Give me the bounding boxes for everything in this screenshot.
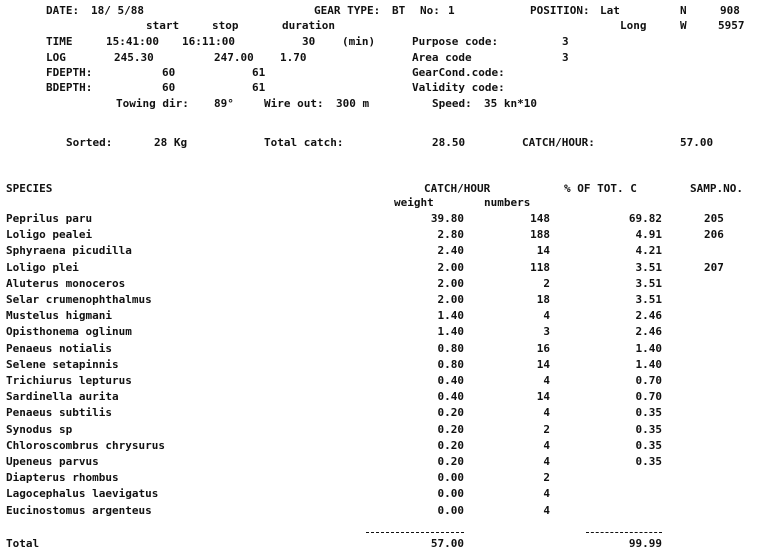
date-label: DATE: [46, 4, 80, 17]
pct-value: 3.51 [635, 293, 662, 306]
numbers-value: 2 [543, 423, 550, 436]
no-value: 1 [448, 4, 455, 17]
time-label: TIME [46, 35, 73, 48]
sorted-label: Sorted: [66, 136, 113, 149]
numbers-value: 2 [543, 471, 550, 484]
pct-value: 3.51 [635, 277, 662, 290]
species-name: Selene setapinnis [6, 358, 119, 371]
pct-value: 1.40 [635, 358, 662, 371]
species-name: Peprilus paru [6, 212, 93, 225]
species-name: Aluterus monoceros [6, 277, 126, 290]
speed-label: Speed: [432, 97, 472, 110]
weight-value: 39.80 [430, 212, 464, 225]
long-hemisphere: W [680, 19, 687, 32]
area-code-value: 3 [562, 51, 569, 64]
total-pct-rule [586, 532, 662, 533]
pct-value: 0.35 [635, 455, 662, 468]
total-catch-value: 28.50 [432, 136, 466, 149]
weight-value: 0.20 [437, 439, 464, 452]
species-name: Selar crumenophthalmus [6, 293, 152, 306]
pct-value: 69.82 [628, 212, 662, 225]
col-stop-label: stop [212, 19, 239, 32]
weight-value: 0.20 [437, 423, 464, 436]
area-code-label: Area code [412, 51, 472, 64]
species-name: Chloroscombrus chrysurus [6, 439, 165, 452]
species-name: Opisthonema oglinum [6, 325, 132, 338]
log-label: LOG [46, 51, 66, 64]
weight-value: 2.40 [437, 244, 464, 257]
bdepth-start-value: 60 [162, 81, 176, 94]
species-name: Eucinostomus argenteus [6, 504, 152, 517]
numbers-value: 4 [543, 455, 550, 468]
species-name: Lagocephalus laevigatus [6, 487, 159, 500]
numbers-value: 2 [543, 277, 550, 290]
no-label: No: [420, 4, 440, 17]
time-duration-value: 30 [302, 35, 316, 48]
pct-value: 0.70 [635, 374, 662, 387]
catch-hour-column-header: CATCH/HOUR [424, 182, 491, 195]
catch-per-hour-label: CATCH/HOUR: [522, 136, 595, 149]
pct-value: 0.35 [635, 439, 662, 452]
weight-column-header: weight [394, 196, 434, 209]
weight-value: 0.20 [437, 455, 464, 468]
species-name: Penaeus notialis [6, 342, 112, 355]
time-start-value: 15:41:00 [106, 35, 159, 48]
col-start-label: start [146, 19, 180, 32]
log-duration-value: 1.70 [280, 51, 307, 64]
numbers-value: 18 [536, 293, 550, 306]
numbers-value: 188 [530, 228, 550, 241]
numbers-value: 148 [530, 212, 550, 225]
speed-value: 35 kn*10 [484, 97, 537, 110]
total-label: Total [6, 537, 40, 550]
pct-total-column-header: % OF TOT. C [564, 182, 637, 195]
samp-no-value: 206 [704, 228, 724, 241]
numbers-value: 118 [530, 261, 550, 274]
gear-type-value: BT [392, 4, 406, 17]
fdepth-stop-value: 61 [252, 66, 266, 79]
species-name: Upeneus parvus [6, 455, 99, 468]
species-name: Loligo plei [6, 261, 79, 274]
pct-value: 2.46 [635, 325, 662, 338]
weight-value: 0.20 [437, 406, 464, 419]
pct-value: 1.40 [635, 342, 662, 355]
position-label: POSITION: [530, 4, 590, 17]
pct-value: 0.70 [635, 390, 662, 403]
sorted-value: 28 Kg [154, 136, 188, 149]
time-unit: (min) [342, 35, 376, 48]
samp-no-value: 207 [704, 261, 724, 274]
bdepth-label: BDEPTH: [46, 81, 93, 94]
weight-value: 2.00 [437, 277, 464, 290]
catch-per-hour-value: 57.00 [680, 136, 714, 149]
numbers-value: 4 [543, 504, 550, 517]
fdepth-label: FDEPTH: [46, 66, 93, 79]
weight-value: 0.80 [437, 358, 464, 371]
weight-value: 0.80 [437, 342, 464, 355]
pct-value: 0.35 [635, 423, 662, 436]
time-stop-value: 16:11:00 [182, 35, 235, 48]
weight-value: 0.00 [437, 487, 464, 500]
numbers-column-header: numbers [484, 196, 531, 209]
numbers-value: 4 [543, 487, 550, 500]
pct-value: 0.35 [635, 406, 662, 419]
samp-no-column-header: SAMP.NO. [690, 182, 743, 195]
pct-value: 4.91 [635, 228, 662, 241]
samp-no-value: 205 [704, 212, 724, 225]
weight-value: 0.00 [437, 504, 464, 517]
total-pct-value: 99.99 [628, 537, 662, 550]
fdepth-start-value: 60 [162, 66, 176, 79]
wire-out-label: Wire out: [264, 97, 324, 110]
weight-value: 1.40 [437, 325, 464, 338]
towing-dir-label: Towing dir: [116, 97, 189, 110]
weight-value: 2.80 [437, 228, 464, 241]
numbers-value: 14 [536, 244, 550, 257]
lat-label: Lat [600, 4, 620, 17]
log-start-value: 245.30 [114, 51, 154, 64]
date-value: 18/ 5/88 [91, 4, 144, 17]
species-name: Loligo pealei [6, 228, 93, 241]
purpose-code-value: 3 [562, 35, 569, 48]
weight-value: 2.00 [437, 293, 464, 306]
species-name: Mustelus higmani [6, 309, 112, 322]
lat-hemisphere: N [680, 4, 687, 17]
weight-value: 0.40 [437, 390, 464, 403]
weight-value: 1.40 [437, 309, 464, 322]
numbers-value: 4 [543, 374, 550, 387]
wire-out-value: 300 m [336, 97, 370, 110]
numbers-value: 14 [536, 390, 550, 403]
species-name: Diapterus rhombus [6, 471, 119, 484]
species-name: Trichiurus lepturus [6, 374, 132, 387]
pct-value: 4.21 [635, 244, 662, 257]
total-weight-rule [366, 532, 464, 533]
pct-value: 3.51 [635, 261, 662, 274]
long-value: 5957 [718, 19, 745, 32]
weight-value: 2.00 [437, 261, 464, 274]
numbers-value: 4 [543, 309, 550, 322]
total-weight-value: 57.00 [430, 537, 464, 550]
total-catch-label: Total catch: [264, 136, 344, 149]
numbers-value: 16 [536, 342, 550, 355]
long-label: Long [620, 19, 647, 32]
col-duration-label: duration [282, 19, 335, 32]
log-stop-value: 247.00 [214, 51, 254, 64]
weight-value: 0.40 [437, 374, 464, 387]
lat-value: 908 [720, 4, 740, 17]
pct-value: 2.46 [635, 309, 662, 322]
species-name: Sphyraena picudilla [6, 244, 132, 257]
species-column-header: SPECIES [6, 182, 53, 195]
gearcond-code-label: GearCond.code: [412, 66, 505, 79]
towing-dir-value: 89° [214, 97, 234, 110]
numbers-value: 4 [543, 439, 550, 452]
species-name: Sardinella aurita [6, 390, 119, 403]
numbers-value: 3 [543, 325, 550, 338]
species-name: Synodus sp [6, 423, 73, 436]
weight-value: 0.00 [437, 471, 464, 484]
numbers-value: 14 [536, 358, 550, 371]
gear-type-label: GEAR TYPE: [314, 4, 381, 17]
purpose-code-label: Purpose code: [412, 35, 499, 48]
species-name: Penaeus subtilis [6, 406, 112, 419]
numbers-value: 4 [543, 406, 550, 419]
bdepth-stop-value: 61 [252, 81, 266, 94]
validity-code-label: Validity code: [412, 81, 505, 94]
